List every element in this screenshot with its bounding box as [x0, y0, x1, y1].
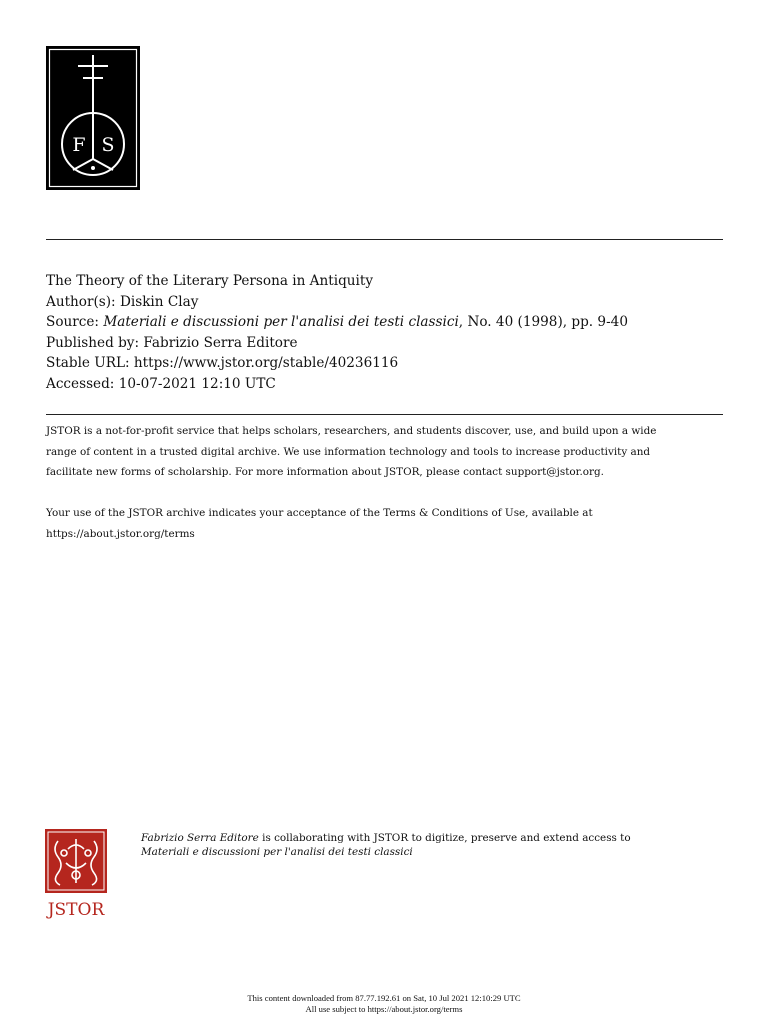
- download-footer: [0, 993, 768, 1015]
- citation-block: [46, 271, 736, 394]
- collab-journal: Materiali e discussioni per l'analisi dei testi classici: [141, 845, 413, 858]
- collaboration-notice: [141, 832, 741, 859]
- collab-journal-line: [141, 846, 741, 860]
- middle-divider: [46, 414, 723, 415]
- terms-link[interactable]: https://about.jstor.org/terms: [46, 527, 195, 540]
- accessed-date: 10-07-2021 12:10 UTC: [118, 375, 276, 392]
- accessed-line: [46, 374, 736, 395]
- publisher-name: Fabrizio Serra Editore: [143, 334, 298, 351]
- footer-terms: All use subject to https://about.jstor.org/terms: [305, 1004, 463, 1014]
- notice-line: JSTOR is a not-for-profit service that helps scholars, researchers, and students discover, use, and build upon a wide: [46, 425, 657, 437]
- logo-letter-s: S: [101, 134, 115, 156]
- source-line: [46, 312, 736, 333]
- top-divider: [46, 239, 723, 240]
- stable-url-label: Stable URL:: [46, 355, 134, 371]
- source-label: Source:: [46, 314, 104, 330]
- stable-url-line: [46, 353, 736, 374]
- collaboration-line: [141, 832, 741, 846]
- jstor-wordmark: JSTOR: [47, 900, 105, 919]
- collab-publisher: Fabrizio Serra Editore: [141, 832, 259, 844]
- logo-letter-f: F: [72, 134, 86, 156]
- accessed-label: Accessed:: [46, 375, 119, 392]
- publisher-line: [46, 333, 736, 354]
- source-details: , No. 40 (1998), pp. 9-40: [458, 314, 628, 330]
- jstor-notice: [46, 421, 736, 483]
- source-journal: Materiali e discussioni per l'analisi dei testi classici: [103, 314, 459, 330]
- terms-notice: [46, 503, 736, 544]
- article-title: The Theory of the Literary Persona in Antiquity: [46, 273, 374, 289]
- collab-text: is collaborating with JSTOR to digitize, preserve and extend access to: [258, 832, 631, 844]
- jstor-emblem-icon: [44, 829, 108, 919]
- author-line: [46, 292, 736, 313]
- fs-monogram-cross-icon: [46, 46, 140, 190]
- publisher-label: Published by:: [46, 334, 144, 351]
- notice-line: range of content in a trusted digital archive. We use information technology and tools to increase productivity and: [46, 445, 651, 458]
- terms-line: Your use of the JSTOR archive indicates your acceptance of the Terms & Conditions of Use, available at: [46, 507, 593, 519]
- notice-line: facilitate new forms of scholarship. For more information about JSTOR, please contact support@jstor.org.: [46, 466, 604, 478]
- author-name: Diskin Clay: [119, 293, 199, 310]
- stable-url-link[interactable]: https://www.jstor.org/stable/40236116: [133, 355, 399, 371]
- author-label: Author(s):: [46, 293, 120, 310]
- footer-download-info: This content downloaded from 87.77.192.61 on Sat, 10 Jul 2021 12:10:29 UTC: [247, 993, 521, 1003]
